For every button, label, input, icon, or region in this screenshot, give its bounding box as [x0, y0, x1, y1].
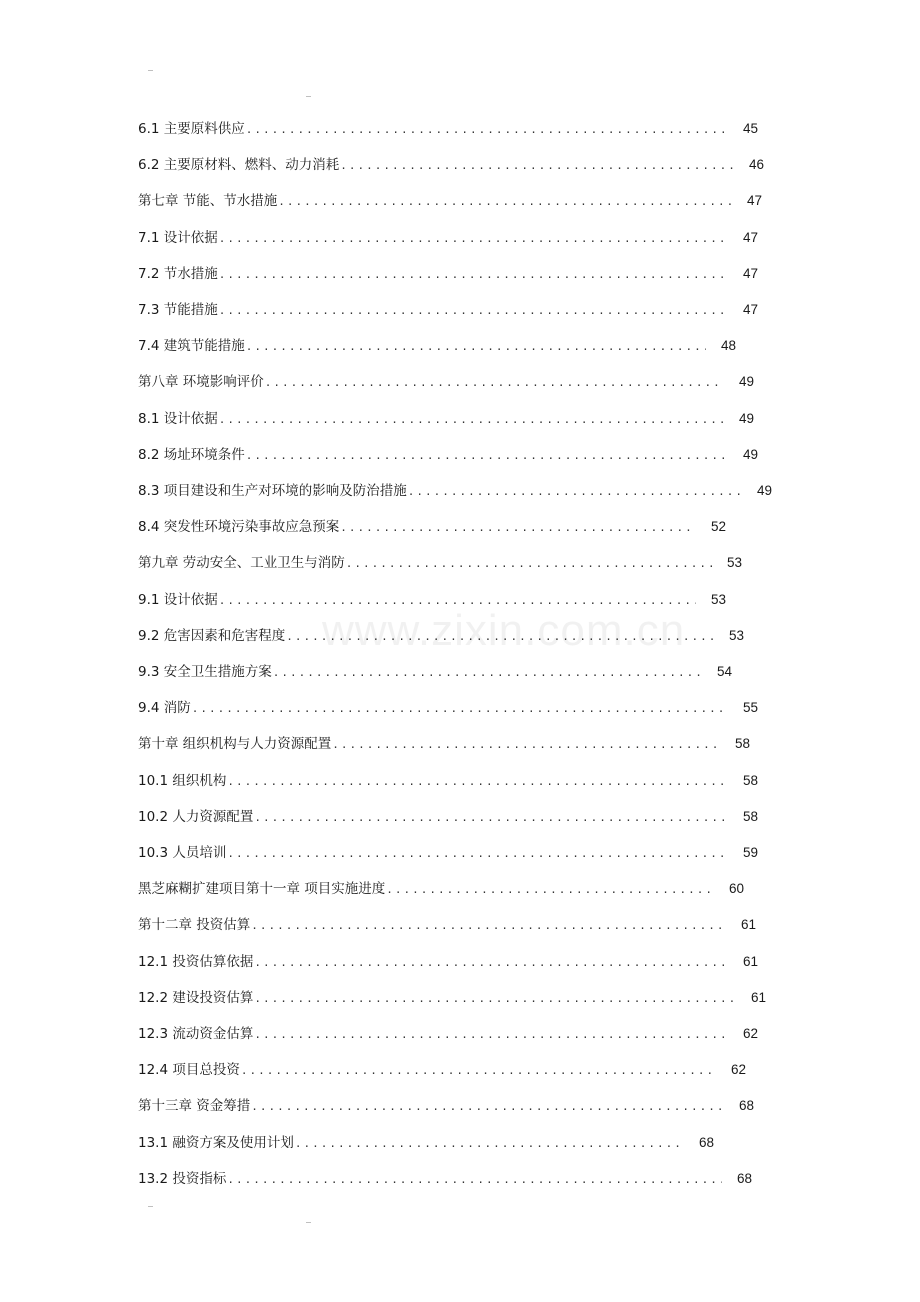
toc-entry-title: 9.1 设计依据: [138, 591, 218, 608]
toc-entry-title: 8.4 突发性环境污染事故应急预案: [138, 519, 340, 536]
toc-entry-page: 46: [748, 157, 764, 173]
toc-entry[interactable]: [138, 1093, 754, 1119]
toc-leader-dots: [340, 153, 734, 179]
toc-leader-dots: [273, 660, 702, 686]
toc-entry-title: 9.3 安全卫生措施方案: [138, 664, 272, 680]
toc-leader-dots: [241, 1058, 716, 1084]
toc-entry-page: 55: [742, 700, 758, 716]
toc-entry-title: 8.1 设计依据: [138, 410, 218, 427]
toc-entry-page: 47: [742, 265, 758, 281]
toc-entry-page: 54: [716, 664, 732, 679]
toc-entry-page: 47: [742, 302, 758, 317]
toc-entry-title: 6.2 主要原材料、燃料、动力消耗: [138, 157, 340, 174]
toc-entry-title: 9.2 危害因素和危害程度: [138, 627, 286, 644]
toc-entry-title: 第八章 环境影响评价: [138, 374, 264, 391]
toc-leader-dots: [265, 370, 724, 396]
toc-leader-dots: [246, 443, 728, 469]
toc-entry-page: 53: [710, 591, 726, 607]
toc-entry[interactable]: [138, 225, 758, 251]
toc-entry[interactable]: [138, 406, 754, 432]
toc-entry-page: 58: [734, 736, 750, 752]
toc-entry-page: 68: [698, 1134, 714, 1150]
toc-entry[interactable]: [138, 1130, 714, 1156]
toc-entry-title: 6.1 主要原料供应: [138, 121, 245, 137]
toc-leader-dots: [246, 117, 728, 143]
toc-entry-title: 13.2 投资指标: [138, 1170, 227, 1187]
toc-leader-dots: [219, 226, 728, 252]
toc-entry[interactable]: [138, 297, 758, 323]
toc-leader-dots: [340, 515, 696, 541]
toc-entry[interactable]: [138, 985, 766, 1011]
toc-entry[interactable]: [138, 912, 756, 938]
toc-leader-dots: [386, 877, 714, 903]
toc-entry-title: 10.1 组织机构: [138, 772, 227, 789]
toc-leader-dots: [227, 1167, 722, 1193]
toc-leader-dots: [227, 841, 728, 867]
toc-leader-dots: [295, 1131, 684, 1157]
toc-entry-page: 48: [720, 338, 736, 354]
toc-entry-title: 13.1 融资方案及使用计划: [138, 1134, 294, 1151]
toc-entry-page: 49: [738, 410, 754, 426]
toc-entry-title: 12.2 建设投资估算: [138, 989, 254, 1006]
toc-entry[interactable]: [138, 840, 758, 866]
toc-entry-page: 47: [746, 193, 762, 209]
toc-entry[interactable]: [138, 514, 726, 540]
toc-entry-title: 第十三章 资金筹措: [138, 1098, 251, 1115]
corner-mark-top-center: [306, 96, 311, 97]
toc-entry-page: 52: [710, 519, 726, 535]
toc-entry[interactable]: [138, 1166, 752, 1192]
toc-entry-page: 61: [742, 953, 758, 969]
toc-entry-page: 68: [736, 1170, 752, 1186]
toc-leader-dots: [192, 696, 728, 722]
toc-leader-dots: [254, 805, 728, 831]
toc-entry-title: 第十二章 投资估算: [138, 917, 251, 934]
toc-entry-page: 49: [756, 483, 772, 498]
toc-leader-dots: [254, 950, 728, 976]
toc-entry[interactable]: [138, 369, 754, 395]
toc-entry-page: 45: [742, 121, 758, 136]
toc-entry-title: 黑芝麻糊扩建项目第十一章 项目实施进度: [138, 881, 386, 898]
toc-entry[interactable]: [138, 1057, 746, 1083]
toc-entry[interactable]: [138, 261, 758, 287]
toc-entry-title: 第七章 节能、节水措施: [138, 193, 278, 210]
toc-entry[interactable]: [138, 116, 758, 142]
toc-entry-title: 9.4 消防: [138, 700, 191, 717]
toc-entry-page: 58: [742, 808, 758, 824]
toc-leader-dots: [227, 769, 728, 795]
toc-leader-dots: [286, 624, 714, 650]
toc-entry-page: 62: [742, 1026, 758, 1041]
corner-mark-bottom-center: [306, 1222, 311, 1223]
toc-leader-dots: [219, 298, 728, 324]
toc-entry[interactable]: [138, 731, 750, 757]
toc-entry-title: 8.3 项目建设和生产对环境的影响及防治措施: [138, 483, 407, 499]
toc-entry[interactable]: [138, 442, 758, 468]
toc-entry[interactable]: [138, 478, 772, 504]
toc-entry-page: 60: [728, 881, 744, 897]
toc-leader-dots: [278, 189, 732, 215]
toc-entry[interactable]: [138, 1021, 758, 1047]
toc-entry-page: 49: [738, 374, 754, 390]
toc-entry[interactable]: [138, 623, 744, 649]
toc-entry-title: 7.4 建筑节能措施: [138, 338, 245, 355]
toc-entry[interactable]: [138, 949, 758, 975]
toc-leader-dots: [219, 262, 728, 288]
toc-entry-title: 12.3 流动资金估算: [138, 1026, 254, 1042]
toc-entry-title: 7.2 节水措施: [138, 265, 218, 282]
toc-entry-title: 10.3 人员培训: [138, 845, 227, 861]
toc-entry-page: 68: [738, 1098, 754, 1114]
toc-entry-title: 7.3 节能措施: [138, 302, 218, 318]
corner-mark-top-left: [148, 70, 153, 71]
toc-entry-page: 47: [742, 229, 758, 245]
toc-leader-dots: [219, 588, 696, 614]
toc-entry-title: 7.1 设计依据: [138, 229, 218, 246]
toc-entry-page: 61: [740, 917, 756, 933]
toc-entry-title: 第十章 组织机构与人力资源配置: [138, 736, 332, 753]
toc-leader-dots: [408, 479, 742, 505]
toc-entry[interactable]: [138, 768, 758, 794]
toc-entry[interactable]: [138, 804, 758, 830]
toc-entry-page: 62: [730, 1062, 746, 1078]
toc-leader-dots: [251, 1094, 724, 1120]
toc-entry[interactable]: [138, 695, 758, 721]
toc-leader-dots: [254, 986, 736, 1012]
toc-entry[interactable]: [138, 550, 742, 576]
toc-entry[interactable]: [138, 876, 744, 902]
toc-leader-dots: [332, 732, 720, 758]
toc-entry-page: 58: [742, 772, 758, 788]
toc-entry-page: 59: [742, 845, 758, 860]
toc-entry[interactable]: [138, 152, 764, 178]
toc-entry[interactable]: [138, 333, 736, 359]
toc-entry-title: 8.2 场址环境条件: [138, 446, 245, 463]
toc-entry-page: 53: [728, 627, 744, 643]
toc-leader-dots: [246, 334, 706, 360]
toc-entry[interactable]: [138, 587, 726, 613]
toc-entry-title: 12.4 项目总投资: [138, 1062, 240, 1079]
corner-mark-bottom-left: [148, 1206, 153, 1207]
watermark: www.zixin.com.cn: [322, 606, 686, 655]
toc-entry-title: 12.1 投资估算依据: [138, 953, 254, 970]
toc-entry[interactable]: [138, 659, 732, 685]
toc-leader-dots: [251, 913, 726, 939]
toc-leader-dots: [219, 407, 724, 433]
toc-entry-page: 61: [750, 989, 766, 1005]
toc-entry-title: 10.2 人力资源配置: [138, 808, 254, 825]
toc-entry-title: 第九章 劳动安全、工业卫生与消防: [138, 555, 345, 572]
toc-leader-dots: [346, 551, 712, 577]
toc-leader-dots: [254, 1022, 728, 1048]
toc-entry[interactable]: [138, 188, 762, 214]
toc-entry-page: 49: [742, 446, 758, 462]
toc-entry-page: 53: [726, 555, 742, 571]
